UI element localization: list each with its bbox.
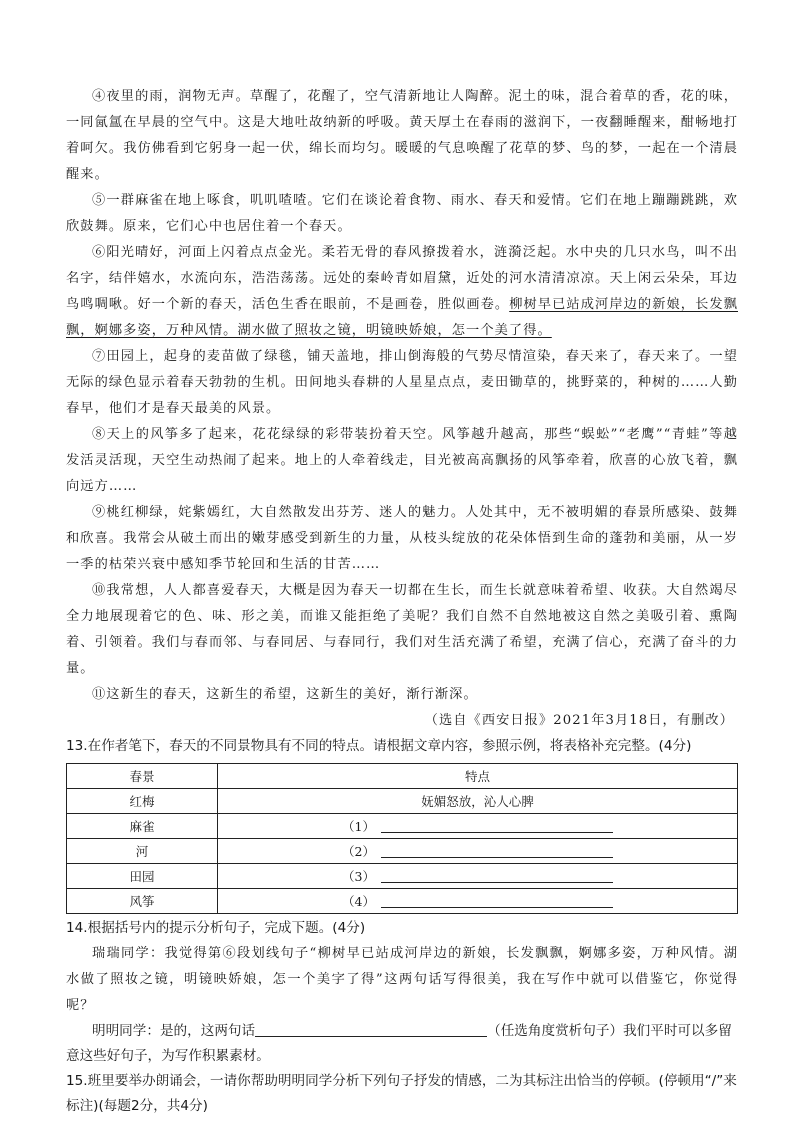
feature-table [66,763,738,914]
scene-cell: 麻雀 [67,814,218,839]
paragraph-5: ⑤一群麻雀在地上啄食，叽叽喳喳。它们在谈论着食物、雨水、春天和爱情。它们在地上蹦蹦跳跳，欢欣鼓舞。原来，它们心中也居住着一个春天。 [66,193,738,234]
scene-cell: 河 [67,839,218,864]
mingming-tail: （任选角度赏析句子）我们平时可以多留意这些好句子，为写作积累素材。 [66,1023,732,1064]
table-row [67,814,738,839]
feature-cell [218,889,738,914]
header-feature: 特点 [218,764,738,789]
question-13-prompt: 13.在作者笔下，春天的不同景物具有不同的特点。请根据文章内容，参照示例，将表格补充完整。(4分) [66,738,692,754]
question-14-prompt: 14.根据括号内的提示分析句子，完成下题。(4分) [66,920,366,936]
answer-blank-14[interactable] [255,1022,487,1037]
header-scene: 春景 [67,764,218,789]
underlined-sentence: 柳树早已站成河岸边的新娘，长发飘飘，婀娜多姿，万种风情。湖水做了照妆之镜，明镜映娇娘，怎一个美了得。 [66,297,738,338]
feature-cell [218,864,738,889]
reading-passage [66,84,738,734]
blank-number: （3） [342,869,375,884]
mingming-response [66,1019,738,1069]
feature-cell [218,814,738,839]
paragraph-4: ④夜里的雨，润物无声。草醒了，花醒了，空气清新地让人陶醉。泥土的味，混合着草的香，花的味，一同氤氲在早晨的空气中。这是大地吐故纳新的呼吸。黄天厚土在春雨的滋润下，一夜翻睡醒来，酣畅地打着呵欠。我仿佛看到它躬身一起一伏，绵长而均匀。暖暖的气息唤醒了花草的梦、鸟的梦，一起在一个清晨醒来。 [66,89,738,182]
paragraph-11: ⑪这新生的春天，这新生的希望，这新生的美好，渐行渐深。 [92,687,478,702]
paragraph-6-text: ⑥阳光晴好，河面上闪着点点金光。柔若无骨的春风撩拨着水，涟漪泛起。水中央的几只水鸟，叫不出名字，结伴嬉水，水流向东，浩浩荡荡。远处的秦岭青如眉黛，近处的河水清清凉凉。天上闲云朵朵，耳边鸟鸣啁啾。好一个新的春天，活色生香在眼前，不是画卷，胜似画卷。 [66,245,738,312]
blank-number: （1） [342,819,375,834]
paragraph-9: ⑨桃红柳绿，姹紫嫣红，大自然散发出芬芳、迷人的魅力。人处其中，无不被明媚的春景所感染、鼓舞和欣喜。我常会从破土而出的嫩芽感受到新生的力量，从枝头绽放的花朵体悟到生命的蓬勃和美丽，从一岁一季的枯荣兴衰中感知季节轮回和生活的甘苦…… [66,505,738,572]
table-row [67,889,738,914]
feature-cell: 妩媚怒放，沁人心脾 [218,789,738,814]
blank-number: （2） [342,844,375,859]
paragraph-10: ⑩我常想，人人都喜爱春天，大概是因为春天一切都在生长，而生长就意味着希望、收获。大自然竭尽全力地展现着它的色、味、形之美，而谁又能拒绝了美呢？我们自然不自然地被这自然之美吸引着、熏陶着、引领着。我们与春而邻、与春同居、与春同行，我们对生活充满了希望，充满了信心，充满了奋斗的力量。 [66,583,738,676]
paragraph-6 [66,240,738,344]
feature-cell [218,839,738,864]
answer-blank-3[interactable] [381,868,613,883]
ruirui-statement: 瑞瑞同学：我觉得第⑥段划线句子“柳树早已站成河岸边的新娘，长发飘飘，婀娜多姿，万种风情。湖水做了照妆之镜，明镜映娇娘，怎一个美字了得”这两句话写得很美，我在写作中就可以借鉴它，你觉得呢？ [66,946,738,1013]
source-citation: （选自《西安日报》2021年3月18日，有删改） [424,713,734,728]
scene-cell: 风筝 [67,889,218,914]
scene-cell: 田园 [67,864,218,889]
table-row [67,864,738,889]
blank-number: （4） [342,894,375,909]
paragraph-8: ⑧天上的风筝多了起来，花花绿绿的彩带装扮着天空。风筝越升越高，那些“蜈蚣”“老鹰”“青蛙”等越发活灵活现，天空生动热闹了起来。地上的人牵着线走，目光被高高飘扬的风筝牵着，欣喜的心放飞着，飘向远方…… [66,427,738,494]
answer-blank-2[interactable] [381,843,613,858]
table-header-row [67,764,738,789]
question-15-prompt: 15.班里要举办朗诵会，一请你帮助明明同学分析下列句子抒发的情感，二为其标注出恰当的停顿。(停顿用“/”来标注)(每题2分，共4分) [66,1073,737,1114]
exam-page [66,84,738,1119]
scene-cell: 红梅 [67,789,218,814]
answer-blank-4[interactable] [381,893,613,908]
paragraph-7: ⑦田园上，起身的麦苗做了绿毯，铺天盖地，排山倒海般的气势尽情渲染，春天来了，春天来了。一望无际的绿色显示着春天勃勃的生机。田间地头春耕的人星星点点，麦田锄草的，挑野菜的，种树的……人勤春早，他们才是春天最美的风景。 [66,349,738,416]
table-row [67,839,738,864]
answer-blank-1[interactable] [381,818,613,833]
table-row [67,789,738,814]
mingming-lead: 明明同学：是的，这两句话 [92,1023,256,1039]
